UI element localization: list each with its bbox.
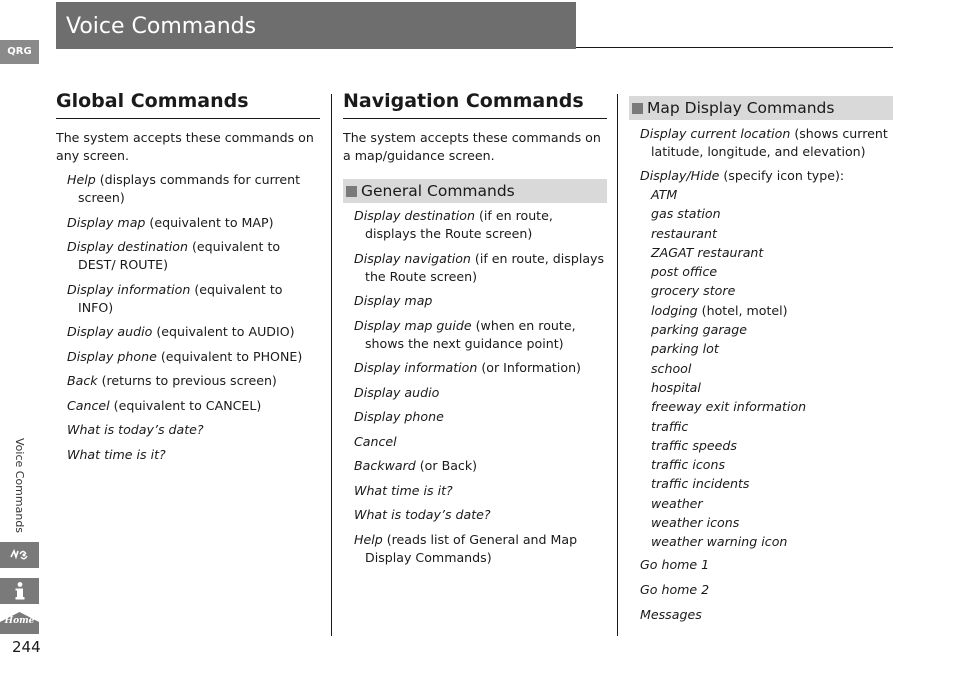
command-item [56,397,320,415]
command-item [56,214,320,232]
command-item [651,339,893,358]
command-text: Messages [640,606,702,622]
command-text: Display audio [67,324,153,339]
command-item [651,281,893,300]
navigation-command-list [343,207,607,567]
command-note: (hotel, motel) [697,302,788,318]
navigation-commands-section [343,90,607,573]
voice-command-tab[interactable] [0,542,39,568]
command-text: Display audio [354,384,440,400]
command-item [629,606,893,624]
command-text: traffic icons [651,457,726,473]
info-icon [13,581,27,601]
qrg-tab[interactable]: QRG [0,40,39,64]
title-rule [576,47,893,48]
command-text: school [651,360,692,376]
global-heading: Global Commands [56,90,320,119]
command-item [651,397,893,416]
command-note: (equivalent to PHONE) [156,348,303,364]
command-item [651,513,893,532]
command-item [629,167,893,185]
command-text: Display map guide [354,317,472,333]
command-note: (if en route, displays the Route screen) [365,250,605,284]
command-note: (equivalent to INFO) [78,281,283,315]
command-note: (or Information) [477,360,581,375]
global-commands-section [56,90,320,470]
map-display-heading: Map Display Commands [647,99,835,117]
command-text: Display phone [354,409,444,424]
command-text: lodging [651,302,698,318]
command-item [343,384,607,402]
command-item [629,125,893,161]
command-note: (shows current latitude, longitude, and elevation) [651,126,888,159]
command-text: What time is it? [67,446,166,462]
command-item [651,417,893,436]
command-item [629,581,893,599]
icon-type-list [629,185,893,552]
page-title-bar [56,2,576,49]
command-item [343,359,607,377]
command-text: gas station [651,206,721,222]
general-commands-bar [343,179,607,203]
command-item [651,474,893,493]
command-item [651,204,893,223]
command-text: What is today’s date? [354,507,491,522]
command-text: parking lot [651,341,719,357]
command-note: (equivalent to AUDIO) [152,324,295,339]
command-item [56,421,320,439]
command-text: grocery store [651,283,736,299]
command-text: Go home 2 [640,581,710,597]
command-text: Display information [354,360,478,375]
command-item [56,372,320,390]
command-text: Cancel [354,433,397,449]
command-text: traffic speeds [651,437,737,453]
section-label: Voice Commands [13,438,26,534]
command-item [651,185,893,204]
info-tab[interactable] [0,578,39,604]
command-item [651,436,893,455]
command-text: weather warning icon [651,534,788,550]
command-item [651,301,893,320]
command-text: Backward [354,458,416,473]
command-item [56,171,320,207]
command-note: (when en route, shows the next guidance point) [365,317,576,351]
command-item [56,281,320,317]
command-item [343,531,607,567]
square-bullet-icon [346,186,357,197]
command-item [343,408,607,426]
command-item [343,506,607,524]
general-commands-heading: General Commands [361,182,515,200]
command-item [56,348,320,366]
command-item [651,320,893,339]
command-text: ZAGAT restaurant [651,244,764,260]
command-item [343,317,607,353]
column-divider [617,94,618,636]
command-item [629,556,893,574]
command-item [651,455,893,474]
command-text: Cancel [67,397,110,413]
command-text: What is today’s date? [67,422,204,437]
command-note: (equivalent to DEST/ ROUTE) [78,239,281,272]
command-text: Display phone [67,348,157,364]
command-text: restaurant [651,225,717,241]
command-item [343,457,607,475]
command-item [651,262,893,281]
command-note: (returns to previous screen) [97,373,277,388]
command-item [651,532,893,551]
navigation-heading: Navigation Commands [343,90,607,119]
command-text: hospital [651,379,701,395]
map-display-bar [629,96,893,120]
column-divider [331,94,332,636]
command-text: Display destination [354,208,475,223]
command-text: Help [67,172,96,187]
command-note: (if en route, displays the Route screen) [365,208,553,241]
command-text: Display destination [67,239,188,254]
command-item [651,224,893,243]
command-text: What time is it? [354,482,453,498]
command-text: Display map [67,214,146,230]
command-text: Help [354,531,383,547]
command-item [56,446,320,464]
command-text: weather icons [651,515,740,531]
command-item [343,433,607,451]
command-note: (equivalent to CANCEL) [109,397,262,413]
command-item [343,482,607,500]
home-label: Home [4,616,35,626]
command-item [651,243,893,262]
command-text: Display information [67,281,191,297]
command-text: weather [651,495,703,511]
command-text: traffic incidents [651,476,750,492]
global-intro: The system accepts these commands on any screen. [56,130,314,163]
page-title: Voice Commands [66,14,257,39]
command-text: post office [651,264,718,280]
navigation-intro: The system accepts these commands on a map/guidance screen. [343,130,601,163]
square-bullet-icon [632,103,643,114]
command-note: (reads list of General and Map Display Commands) [365,531,578,565]
command-note: (displays commands for current screen) [78,172,301,205]
command-item [343,292,607,310]
global-command-list [56,171,320,464]
command-text: Go home 1 [640,556,710,572]
command-note: (equivalent to MAP) [145,214,274,230]
command-item [651,494,893,513]
command-note: (specify icon type): [719,168,845,183]
command-text: Display/Hide [640,168,720,183]
map-display-list [629,125,893,624]
command-item [56,238,320,274]
command-text: Display current location [640,126,791,141]
command-item [651,378,893,397]
command-item [651,359,893,378]
page-number: 244 [12,638,41,656]
command-text: Back [67,373,98,388]
command-text: Display map [354,293,433,308]
map-display-section [629,96,893,631]
command-item [56,323,320,341]
voice-command-icon [8,545,32,565]
command-note: (or Back) [415,458,478,473]
command-text: freeway exit information [651,399,807,415]
command-text: ATM [651,187,678,202]
command-text: parking garage [651,322,748,338]
extra-command-list [629,556,893,624]
command-text: Display navigation [354,250,471,266]
command-item [343,207,607,243]
command-text: traffic [651,418,689,434]
command-item [343,250,607,286]
